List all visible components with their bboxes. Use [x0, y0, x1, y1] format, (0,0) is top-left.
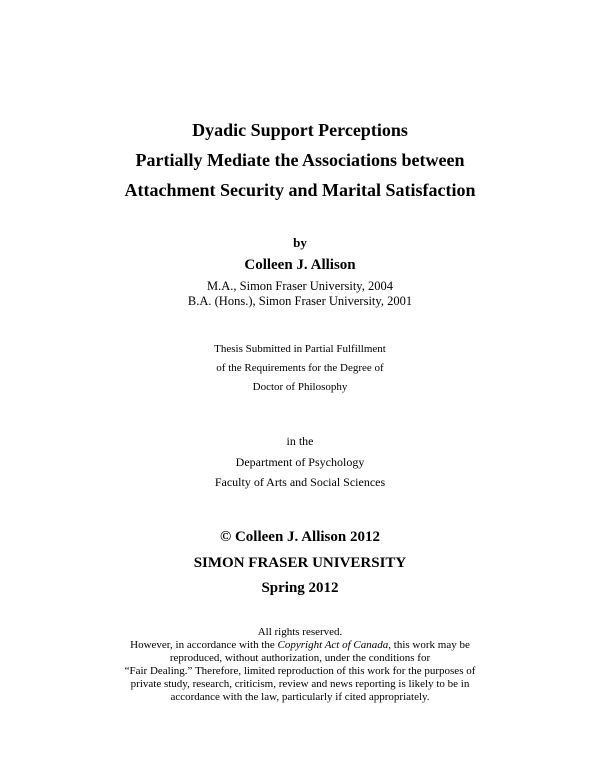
rights-line-4: “Fair Dealing.” Therefore, limited reproduction of this work for the purposes of: [124, 665, 476, 677]
copyright-line: © Colleen J. Allison 2012: [220, 529, 380, 545]
university-name: SIMON FRASER UNIVERSITY: [193, 555, 407, 571]
title-line-1: Dyadic Support Perceptions: [192, 120, 408, 140]
rights-line-3: reproduced, without authorization, under the conditions for: [169, 652, 431, 664]
thesis-statement-line-3: Doctor of Philosophy: [252, 381, 348, 393]
author-name: Colleen J. Allison: [244, 257, 356, 273]
title-line-3: Attachment Security and Marital Satisfaction: [124, 180, 476, 200]
term: Spring 2012: [261, 580, 339, 596]
rights-line-2: [0, 639, 600, 651]
degree-ma: M.A., Simon Fraser University, 2004: [207, 279, 393, 293]
rights-line-1: All rights reserved.: [257, 626, 343, 638]
thesis-statement-line-1: Thesis Submitted in Partial Fulfillment: [214, 343, 386, 355]
thesis-statement-line-2: of the Requirements for the Degree of: [216, 362, 384, 374]
department: Department of Psychology: [235, 455, 365, 469]
copyright-act-title: Copyright Act of Canada: [277, 639, 389, 651]
by-label: by: [293, 235, 307, 250]
in-the-label: in the: [286, 434, 314, 448]
title-line-2: Partially Mediate the Associations between: [135, 150, 465, 170]
degree-ba: B.A. (Hons.), Simon Fraser University, 2001: [187, 294, 413, 308]
rights-line-5: private study, research, criticism, review and news reporting is likely to be in: [130, 678, 470, 690]
rights-line-2-post: , this work may be: [388, 639, 470, 651]
rights-line-6: accordance with the law, particularly if cited appropriately.: [170, 691, 430, 703]
rights-line-2-pre: However, in accordance with the: [130, 639, 278, 651]
faculty: Faculty of Arts and Social Sciences: [214, 475, 386, 489]
